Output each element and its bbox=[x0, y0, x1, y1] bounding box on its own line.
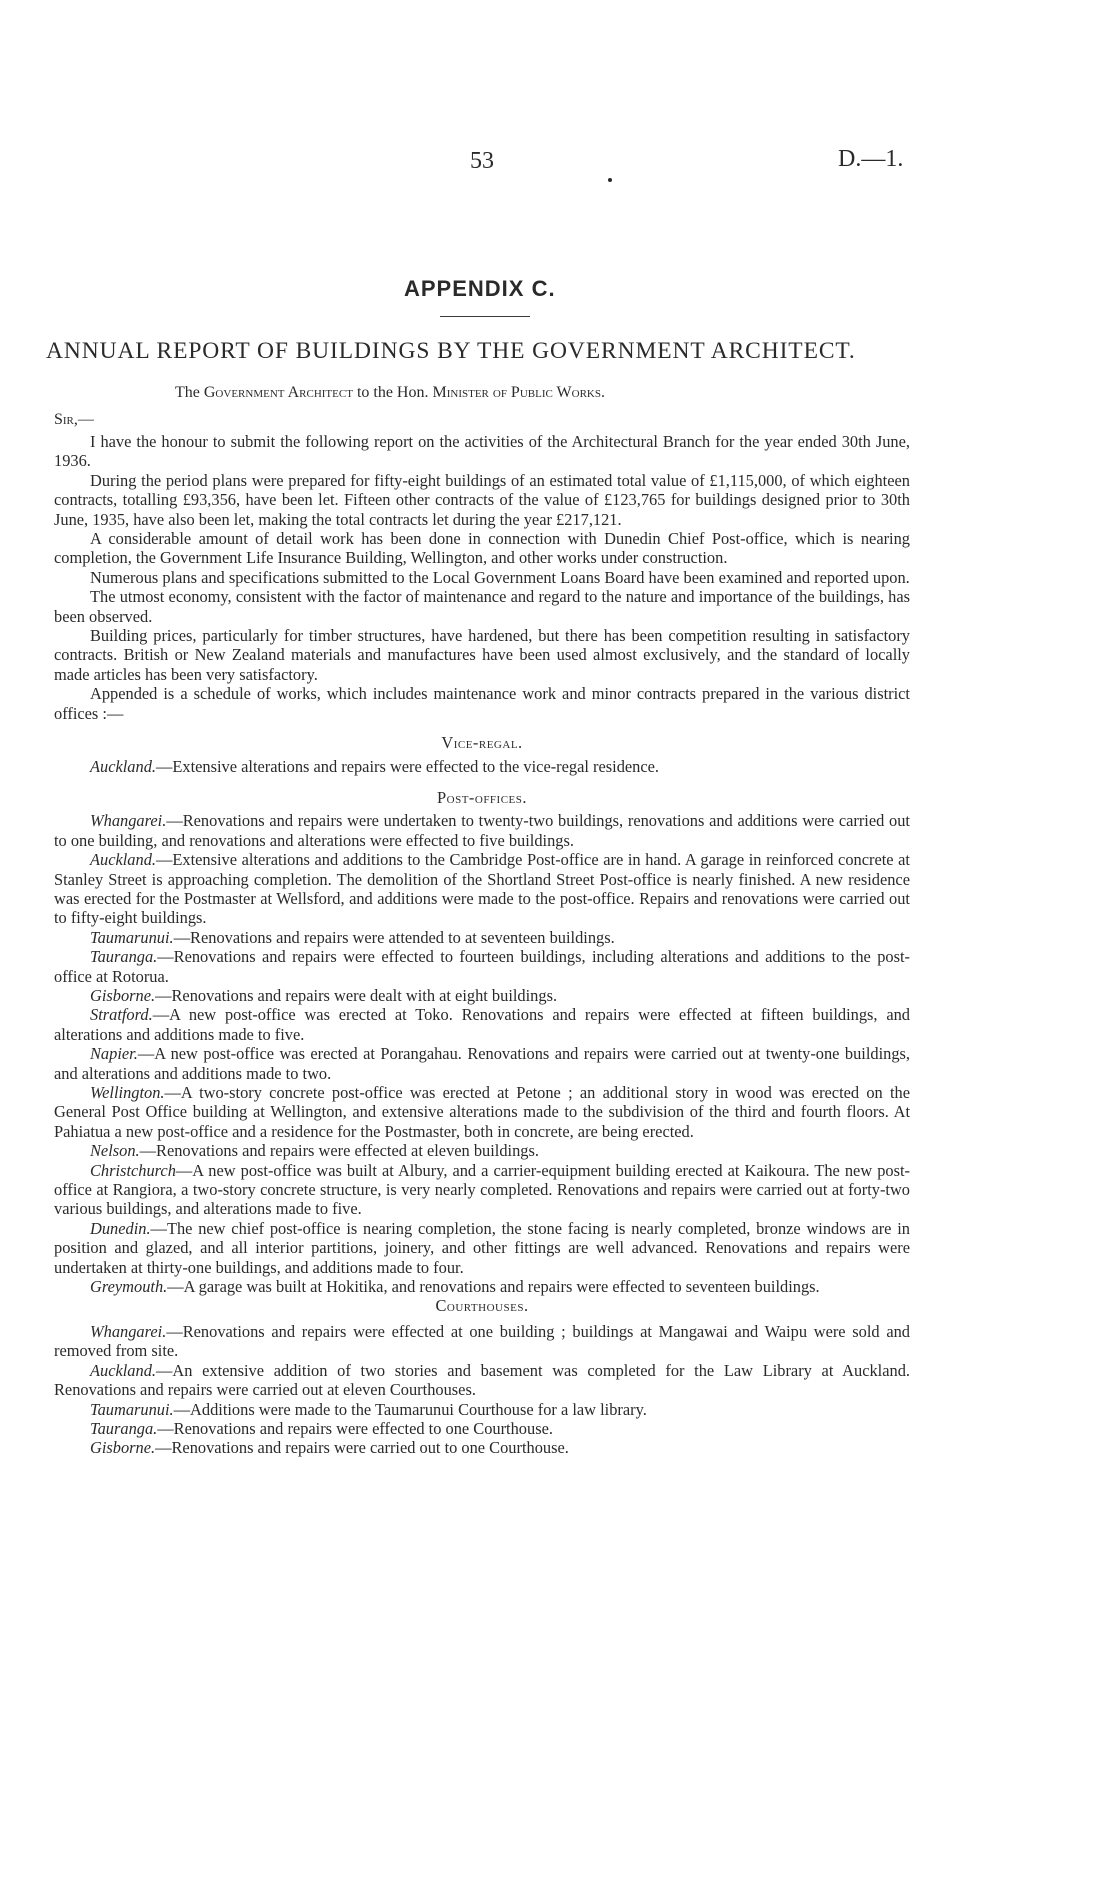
intro-paragraph: A considerable amount of detail work has been done in connection with Dunedin Chief Post-office, which is nearing completion, the Government Life Insurance Building, Wellington, and other works under construction. bbox=[54, 529, 910, 568]
section-heading-post-offices: Post-offices. bbox=[437, 787, 527, 807]
addressee-to-the: to the Hon. bbox=[356, 384, 429, 401]
entry-paragraph bbox=[54, 1277, 910, 1296]
entry-paragraph bbox=[54, 1161, 910, 1219]
entry-text: —Renovations and repairs were attended to at seventeen buildings. bbox=[173, 927, 615, 947]
entry-paragraph bbox=[54, 1361, 910, 1400]
entry-text: —Extensive alterations and repairs were effected to the vice-regal residence. bbox=[156, 756, 660, 776]
entry-text: —Renovations and repairs were effected at eleven buildings. bbox=[139, 1141, 539, 1161]
entry-place: Auckland. bbox=[90, 850, 156, 870]
entry-place: Auckland. bbox=[90, 1360, 156, 1380]
entry-text: —Renovations and repairs were dealt with at eight buildings. bbox=[155, 985, 558, 1005]
addressee-to: Minister of Public Works. bbox=[432, 384, 605, 401]
intro-paragraph: During the period plans were prepared for fifty-eight buildings of an estimated total value of £1,115,000, of which eighteen contracts, totalling £93,356, have been let. Fifteen other contracts of the value of £123,765 for buildings designed prior to 30th June, 1935, have also been let, making the total contracts let during the year £217,121. bbox=[54, 470, 910, 529]
entry-paragraph bbox=[54, 1438, 910, 1457]
entry-paragraph bbox=[54, 757, 910, 776]
entry-text: —Renovations and repairs were undertaken to twenty-two buildings, renovations and additions were carried out to one building, and renovations and alterations were effected to five buildings. bbox=[54, 811, 910, 850]
entry-place: Taumarunui. bbox=[90, 927, 174, 947]
entry-place: Auckland. bbox=[90, 756, 156, 776]
entry-paragraph bbox=[54, 1322, 910, 1361]
entry-text: —Renovations and repairs were effected to one Courthouse. bbox=[157, 1418, 553, 1438]
entry-place: Napier. bbox=[90, 1044, 138, 1064]
entry-paragraph bbox=[54, 928, 910, 947]
intro-paragraph: Appended is a schedule of works, which includes maintenance work and minor contracts prepared in the various district offices :— bbox=[54, 684, 910, 723]
entry-place: Nelson. bbox=[90, 1141, 140, 1161]
entry-place: Dunedin. bbox=[90, 1218, 151, 1238]
entry-place: Wellington. bbox=[90, 1083, 165, 1102]
entry-paragraph bbox=[54, 986, 910, 1005]
entry-place: Gisborne. bbox=[90, 1438, 156, 1458]
entry-paragraph bbox=[54, 1141, 910, 1160]
entry-place: Taumarunui. bbox=[90, 1399, 174, 1419]
entry-place: Christchurch bbox=[90, 1160, 176, 1180]
section-heading-courthouses: Courthouses. bbox=[435, 1296, 529, 1316]
title-divider bbox=[440, 316, 530, 317]
entry-text: —Renovations and repairs were effected to fourteen buildings, including alterations and additions to the post-office at Rotorua. bbox=[54, 947, 910, 986]
entry-paragraph bbox=[54, 1005, 910, 1044]
appendix-title: APPENDIX C. bbox=[404, 276, 556, 301]
page-reference: D.—1. bbox=[838, 146, 904, 172]
entry-text: —Additions were made to the Taumarunui Courthouse for a law library. bbox=[173, 1399, 647, 1419]
entry-text: —A new post-office was erected at Toko. Renovations and repairs were effected at fifteen buildings, and alterations and additions made to five. bbox=[54, 1005, 910, 1044]
entry-paragraph bbox=[54, 1083, 910, 1141]
entry-paragraph bbox=[54, 850, 910, 928]
entry-paragraph bbox=[54, 1400, 910, 1419]
entry-text: —Extensive alterations and additions to the Cambridge Post-office are in hand. A garage in reinforced concrete at Stanley Street is approaching completion. The demolition of the Shortland Street Post-office is nearly finished. A new residence was erected for the Postmaster at Wellsford, and additions were made to the post-office. Repairs and renovations were carried out to fifty-eight buildings. bbox=[54, 850, 910, 928]
intro-paragraph: Building prices, particularly for timber structures, have hardened, but there has been competition resulting in satisfactory contracts. British or New Zealand materials and manufactures have been used almost exclusively, and the standard of locally made articles has been very satisfactory. bbox=[54, 626, 910, 684]
intro-paragraph: The utmost economy, consistent with the factor of maintenance and regard to the nature and importance of the buildings, has been observed. bbox=[54, 587, 910, 626]
intro-paragraph: Numerous plans and specifications submitted to the Local Government Loans Board have been examined and reported upon. bbox=[90, 567, 910, 587]
entry-place: Gisborne. bbox=[90, 985, 156, 1005]
report-body bbox=[54, 432, 910, 1458]
entry-place: Tauranga. bbox=[90, 947, 158, 967]
section-heading-vice-regal: Vice-regal. bbox=[441, 733, 523, 753]
entry-place: Tauranga. bbox=[90, 1418, 158, 1438]
page-number: 53 bbox=[470, 148, 494, 174]
report-title: ANNUAL REPORT OF BUILDINGS BY THE GOVERNMENT ARCHITECT. bbox=[46, 338, 856, 364]
addressee-the: The bbox=[175, 384, 200, 401]
entry-text: —A new post-office was erected at Porangahau. Renovations and repairs were carried out at twenty-one buildings, and alterations and additions made to two. bbox=[54, 1044, 910, 1083]
addressee-from: Government Architect bbox=[203, 384, 353, 401]
entry-text: —A two-story concrete post-office was erected at Petone ; an additional story in wood was erected on the General Post Office building at Wellington, and extensive alterations made to the subdivision of the third and fourth floors. At Pahiatua a new post-office and a residence for the Postmaster, both in concrete, are being erected. bbox=[54, 1083, 910, 1141]
entry-text: —Renovations and repairs were effected at one building ; buildings at Mangawai and Waipu were sold and removed from site. bbox=[54, 1321, 910, 1361]
entry-paragraph bbox=[54, 1219, 910, 1277]
entry-paragraph bbox=[54, 1419, 910, 1438]
entry-text: —The new chief post-office is nearing completion, the stone facing is nearly completed, bronze windows are in position and glazed, and all interior partitions, joinery, and other fittings are well advanced. Renovations and repairs were undertaken at thirty-one buildings, and additions made to four. bbox=[54, 1218, 910, 1277]
entry-paragraph bbox=[54, 811, 910, 850]
entry-place: Stratford. bbox=[90, 1005, 153, 1025]
entry-place: Greymouth. bbox=[90, 1277, 168, 1297]
entry-place: Whangarei. bbox=[90, 811, 167, 831]
entry-text: —An extensive addition of two stories and basement was completed for the Law Library at Auckland. Renovations and repairs were carried out at eleven Courthouses. bbox=[54, 1360, 910, 1400]
print-dot bbox=[608, 178, 612, 182]
entry-paragraph bbox=[54, 947, 910, 986]
entry-text: —A new post-office was built at Albury, and a carrier-equipment building erected at Kaikoura. The new post-office at Rangiora, a two-story concrete structure, is very nearly completed. Renovations and repairs were carried out at forty-two various buildings, and alterations made to five. bbox=[54, 1160, 910, 1219]
addressee-line bbox=[175, 384, 605, 402]
entry-place: Whangarei. bbox=[90, 1321, 167, 1341]
entry-text: —Renovations and repairs were carried out to one Courthouse. bbox=[155, 1438, 569, 1458]
entry-paragraph bbox=[54, 1044, 910, 1083]
salutation: Sir,— bbox=[54, 411, 94, 428]
entry-text: —A garage was built at Hokitika, and renovations and repairs were effected to seventeen buildings. bbox=[167, 1277, 820, 1297]
intro-paragraph: I have the honour to submit the following report on the activities of the Architectural Branch for the year ended 30th June, 1936. bbox=[54, 432, 910, 471]
